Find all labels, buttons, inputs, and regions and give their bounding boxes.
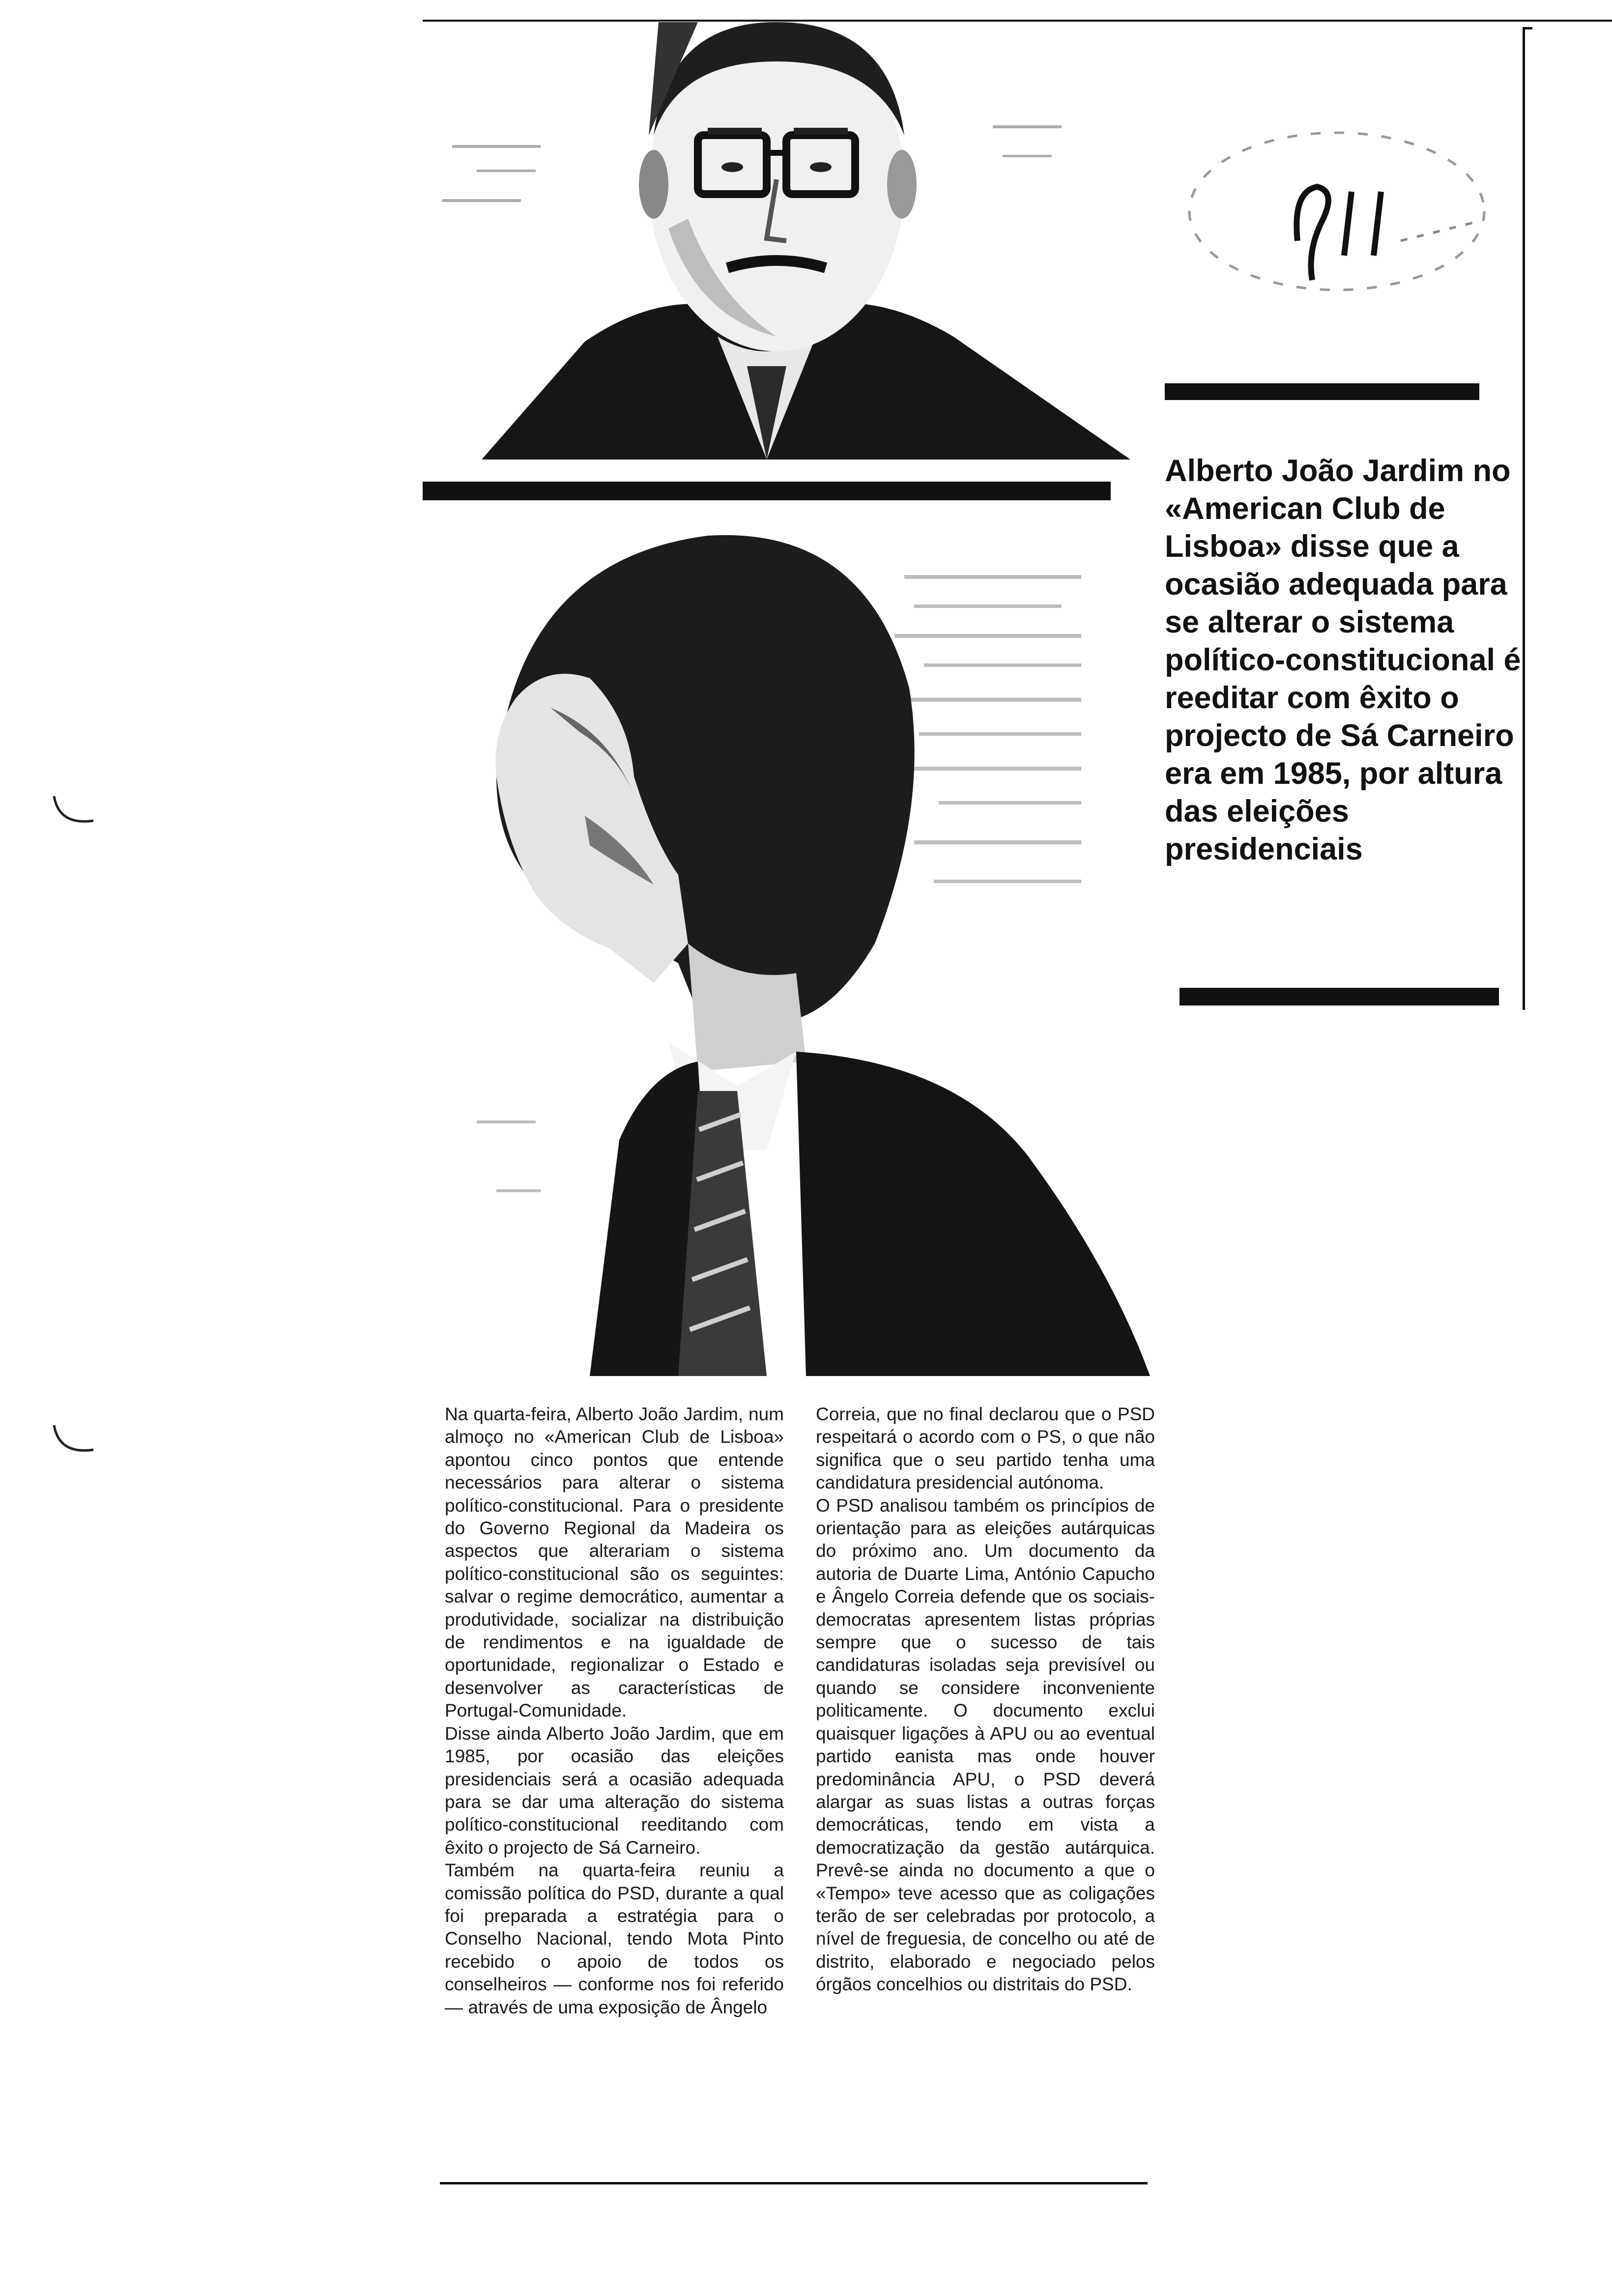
paragraph: O PSD analisou também os princípios de orientação para as eleições autárquicas do próximo ano. Um documento da autoria de Duarte Lima, António Capucho e Ângelo Correia defende que os sociais-democratas apresentem listas próprias sempre que o sucesso de tais candidaturas isoladas seja previsível ou quando se considere inconveniente politicamente. O documento exclui quaisquer ligações à APU ou ao eventual partido eanista mas onde houver predominância APU, o PSD deverá alargar as suas listas a outras forças democráticas, tendo em vista a democratização da gestão autárquica. Prevê-se ainda no documento a que o «Tempo» teve acesso que as coligações terão de ser celebradas por protocolo, a nível de freguesia, de concelho ou até de distrito, elaborado e negociado pelos órgãos concelhios ou distritais do PSD.	[816, 1495, 1155, 1995]
top-rule	[423, 20, 1612, 22]
handwritten-mark	[1175, 118, 1519, 305]
profile-portrait-photo	[423, 501, 1150, 1376]
caption-top-rule	[1165, 383, 1479, 400]
margin-punch-mark	[49, 786, 98, 835]
margin-punch-mark	[49, 1415, 98, 1464]
photo-divider-rule	[423, 482, 1111, 500]
right-bracket-top	[1523, 27, 1532, 29]
article-column-right	[816, 1403, 1155, 1996]
article-column-left	[445, 1403, 784, 2019]
photo-caption: Alberto João Jardim no «American Club de Lisboa» disse que a ocasião adequada para se alterar o sistema político-constitucional é reeditar com êxito o projecto de Sá Carneiro era em 1985, por altura das eleições presidenciais	[1165, 454, 1521, 866]
paragraph: Disse ainda Alberto João Jardim, que em 1985, por ocasião das eleições presidenciais será a ocasião adequada para se dar uma alteração do sistema político-constitucional reeditando com êxito o projecto de Sá Carneiro.	[445, 1723, 784, 1858]
caption-bottom-rule	[1180, 988, 1499, 1005]
paragraph: Na quarta-feira, Alberto João Jardim, num almoço no «American Club de Lisboa» apontou cinco pontos que entende necessários para alterar o sistema político-constitucional. Para o presidente do Governo Regional da Madeira os aspectos que alterariam o sistema político-constitucional são os seguintes: salvar o regime democrático, aumentar a produtividade, socializar na distribuição de rendimentos e na igualdade de oportunidade, regionalizar o Estado e desenvolver as características de Portugal-Comunidade.	[445, 1404, 784, 1721]
paragraph: Também na quarta-feira reuniu a comissão política do PSD, durante a qual foi preparada a estratégia para o Conselho Nacional, tendo Mota Pinto recebido o apoio de todos os conselheiros — conforme nos foi referido — através de uma exposição de Ângelo	[445, 1860, 784, 2017]
bottom-rule	[440, 2182, 1148, 2184]
portrait-photo-glasses	[423, 22, 1130, 459]
paragraph: Correia, que no final declarou que o PSD respeitará o acordo com o PS, o que não significa que o seu partido tenha uma candidatura presidencial autónoma.	[816, 1404, 1155, 1493]
